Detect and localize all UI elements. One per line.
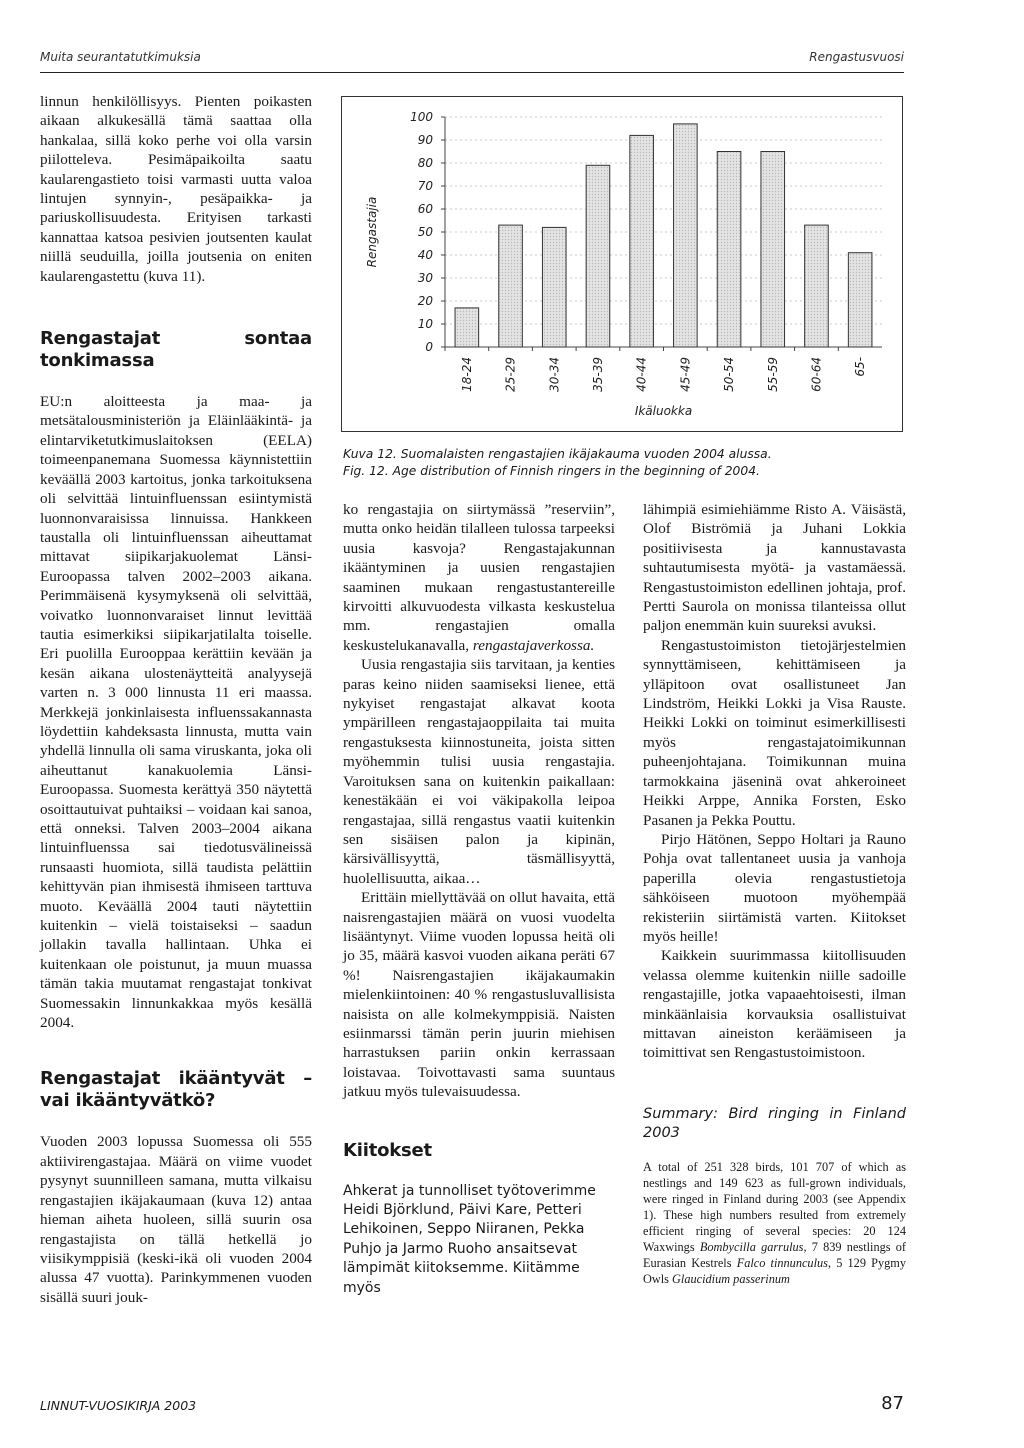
summary-pre: A total of 251 328 birds, 101 707 of which as nestlings and 149 623 as full-grown individuals, were ringed in Finland during 2003 (see Appendix 1). These high numbers resulted from extremely efficient ringing of several species: 20 124 Waxwings — [643, 1159, 906, 1254]
bar-45-49 — [674, 124, 698, 347]
paragraph-tallentaneet: Pirjo Hätönen, Seppo Holtari ja Rauno Pohja ovat tallentaneet uusia ja vanhoja paperilla olevia rengastustietoja sähköiseen muotoon myöhempää rekisteriin siirtämistä varten. Kiitokset myös heille! — [643, 830, 906, 945]
x-tick-label: 18-24 — [459, 357, 474, 392]
paragraph-uusia: Uusia rengastajia siis tarvitaan, ja kenties paras keino niiden saamiseksi lienee, että nykyiset rengastajat alkavat koota ympärilleen rengastajaoppilaita tai muita rengastuksesta kiinnostuneita, joista sitten myöhemmin tulisi uusia rengastajia. Varoituksen sana on kuitenkin paikallaan: kenestäkään ei voi väkipakolla leipoa rengastajaa, sillä rengastus vaatii kuitenkin sen sisäisen palon ja kipinän, kärsivällisyyttä, täsmällisyyttä, huolellisuutta, aikaa… — [343, 656, 615, 887]
bar-60-64 — [805, 225, 829, 347]
paragraph-tietojarjestelmat: Rengastustoimiston tietojärjestelmien synnyttämiseen, kehittämiseen ja ylläpitoon ovat osallistuneet Jan Lindström, Heikki Lokki ja Visa Rauste. Heikki Lokki on toiminut esimerkillisesti myös rengastajatoimikunnan puheenjohtajana. Toimikunnan muina tarmokkaina jäseninä ovat ahkeroineet Heikki Arppe, Annika Forsten, Esko Pasanen ja Pekka Pouttu. — [643, 636, 906, 829]
running-header-left: Muita seurantatutkimuksia — [40, 50, 201, 64]
bar-35-39 — [586, 165, 610, 347]
x-tick-label: 35-39 — [590, 357, 605, 392]
paragraph-naisrengastajat: Erittäin miellyttävää on ollut havaita, että naisrengastajien määrä on vuosi vuodelta lisääntynyt. Viime vuoden lopussa heitä oli jo 35, määrä kasvoi vuoden aikana peräti 67 %! Naisrengastajien ikäjakaumakin mielenkiintoinen: 40 % rengastusluvallisista naisista on alle kolmekymppisiä. Naisten esiinmarssi tämän perin juurin miehisen harrastuksen pariin onkin kerrassaan loistavaa. Toivottavasti sama suuntaus jatkuu myös tulevaisuudessa. — [343, 889, 615, 1101]
summary-title: Summary: Bird ringing in Finland 2003 — [643, 1105, 906, 1141]
age-distribution-chart — [341, 96, 903, 432]
caption-en-text: Age distribution of Finnish ringers in the beginning of 2004. — [392, 464, 760, 478]
section-heading-sontaa: Rengastajat sontaa tonkimassa — [40, 328, 312, 372]
paragraph-kiitollisuus: Kaikkein suurimmassa kiitollisuuden velassa olemme kuitenkin niille sadoille rengastajille, jotka vapaaehtoisesti, ilman minkäänlaisia korvauksia osallistuivat mittavan aineiston keräämiseen ja toimittivat sen Rengastustoimistoon. — [643, 947, 906, 1062]
bar-30-34 — [542, 227, 566, 347]
intro-paragraph: linnun henkilöllisyys. Pienten poikasten aikaan alkukesällä tämä saattaa olla hankalaa, sillä koko perhe voi olla varsin piilotteleva. Pesimäpaikoilta saatu kaularengastieto toisi varmasti uutta valoa lintujen synnyin-, pesäpaikka- ja pariuskollisuudesta. Erityisen tarkasti kannattaa katsoa pesivien joutsenten kaulat niillä seuduilla, joilla joutsenia on eniten kaularengastettu (kuva 11). — [40, 93, 312, 285]
y-tick-label: 60 — [417, 202, 433, 216]
column-2 — [343, 500, 615, 1298]
caption-en-label: Fig. 12. — [343, 464, 389, 478]
y-tick-label: 20 — [417, 294, 433, 308]
bar-18-24 — [455, 308, 479, 347]
rengastajaverkko-italic: rengastajaverkossa. — [472, 636, 595, 654]
species-pygmy-owl: Glaucidium passerinum — [672, 1271, 790, 1286]
section-heading-kiitokset: Kiitokset — [343, 1139, 432, 1161]
figure-caption — [343, 446, 813, 480]
bar-50-54 — [717, 152, 741, 348]
header-rule — [40, 72, 904, 73]
y-tick-label: 40 — [417, 248, 433, 262]
paragraph-kiitokset: Ahkerat ja tunnolliset työtoverimme Heidi Björklund, Päivi Kare, Petteri Lehikoinen, Seppo Niiranen, Pekka Puhjo ja Jarmo Ruoho ansaitsevat lämpimät kiitoksemme. Kiitämme myös — [343, 1182, 596, 1296]
bar-40-44 — [630, 135, 654, 347]
bar-65- — [848, 253, 872, 347]
x-tick-label: 55-59 — [765, 357, 780, 392]
page-number: 87 — [881, 1393, 904, 1414]
running-header-right: Rengastusvuosi — [809, 50, 904, 64]
y-tick-label: 70 — [417, 179, 433, 193]
y-tick-label: 10 — [417, 317, 433, 331]
x-tick-label: 50-54 — [722, 357, 737, 392]
column-1 — [40, 92, 312, 1307]
x-tick-label: 60-64 — [809, 357, 824, 392]
species-waxwing: Bombycilla garrulus — [699, 1239, 804, 1254]
y-tick-label: 90 — [417, 133, 433, 147]
x-tick-label: 40-44 — [634, 357, 649, 392]
y-tick-label: 100 — [410, 110, 433, 124]
summary-mid1: , 7 839 nestlings of Eurasian Kestrels — [643, 1239, 906, 1270]
bar-25-29 — [499, 225, 523, 347]
x-axis-title: Ikäluokka — [634, 404, 693, 418]
x-tick-label: 25-29 — [503, 357, 518, 392]
x-tick-label: 45-49 — [678, 357, 693, 392]
summary-text — [643, 1159, 906, 1287]
y-tick-label: 50 — [417, 225, 433, 239]
y-tick-label: 30 — [417, 271, 433, 285]
y-tick-label: 0 — [425, 340, 433, 354]
paragraph-reserviin — [343, 500, 615, 655]
caption-fi — [343, 446, 813, 463]
x-tick-label: 65- — [853, 357, 868, 377]
column-3 — [643, 500, 906, 1287]
reserviin-text: ko rengastajia on siirtymässä ”reserviin”, mutta onko heidän tilalleen tulossa tarpeeksi uusia kasvoja? Rengastajakunnan ikääntyminen ja uusien rengastajien saaminen mukaan rengastustantereille kirvoitti alkuvuodesta vilkasta keskustelua mm. rengastajien omalla keskustelukanavalla, — [343, 501, 615, 654]
bar-55-59 — [761, 152, 785, 348]
y-tick-label: 80 — [417, 156, 433, 170]
section-heading-ikaantyvat: Rengastajat ikääntyvät – vai ikääntyvätkö? — [40, 1068, 312, 1112]
species-kestrel: Falco tinnunculus — [736, 1255, 828, 1270]
chart-svg — [342, 97, 902, 431]
summary-mid2: , 5 129 Pygmy Owls — [643, 1255, 906, 1286]
caption-en — [343, 463, 813, 480]
paragraph-esimiehet: lähimpiä esimiehiämme Risto A. Väisästä, Olof Biströmiä ja Juhani Lokkia positiivisesta ja kannustavasta suhtautumisesta myötä- ja vastamäessä. Rengastustoimiston edellinen johtaja, prof. Pertti Saurola on monissa tilanteissa ollut paljon enemmän kuin suureksi avuksi. — [643, 501, 906, 635]
footer-publication: LINNUT-VUOSIKIRJA 2003 — [40, 1398, 197, 1413]
caption-fi-text: Suomalaisten rengastajien ikäjakauma vuoden 2004 alussa. — [400, 447, 772, 461]
paragraph-influenssa: EU:n aloitteesta ja maa- ja metsätalousministeriön ja Eläinlääkintä- ja elintarviketutkimuslaitoksen (EELA) toimeenpanemana Suomessa käynnistettiin keväällä 2003 kartoitus, jonka tarkoituksena oli selvittää lintuinfluenssan esiintymistä luonnonvaraisissa linnuissa. Hankkeen taustalla oli lintuinfluenssan aiheuttamat mittavat siipikarjakuolemat Länsi-Euroopassa talven 2002–2003 aikana. Perimmäisenä kysymyksenä oli selvittää, voivatko luonnonvaraiset linnut levittää tautia esimerkiksi siipikarjatilalta toiselle. Eri puolilla Eurooppaa kerättiin kevään ja kesän aikana ulostenäytteitä analyysejä varten n. 3 000 linnusta 11 eri maassa. Merkkejä jonkinlaisesta influenssakannasta löydettiin kahdeksasta linnusta, mutta vain yhdellä linnulla oli sama viruskanta, joka oli aiheuttanut kanakuolemia Länsi-Euroopassa. Suomesta kerättyä 350 näytettä osoittautuivat puhtaiksi – voidaan kai sanoa, että onneksi. Talven 2003–2004 aikana lintuinfluenssa sai tiedotusvälineissä runsaasti huomiota, sillä taudista pelättiin kehittyvän pian ihmisestä ihmiseen tarttuva muoto. Keväällä 2004 tauti näytettiin kuitenkin – vielä toistaiseksi – saadun jollakin tavalla hallintaan. Uhka ei kuitenkaan ole poistunut, ja muun muassa tämän takia muutamat rengastajat tonkivat Suomessakin linnunkakkaa myös kesällä 2004. — [40, 393, 312, 1032]
paragraph-rengastajat: Vuoden 2003 lopussa Suomessa oli 555 aktiivirengastajaa. Määrä on viime vuodet pysynyt suunnilleen samana, mutta vilkaisu rengastajien ikäjakaumaan (kuva 12) antaa hieman aiheta huoleen, sillä suurin osa rengastajista on tällä hetkellä jo viisikymppisiä (keski-ikä oli vuoden 2004 alussa 47 vuotta). Parinkymmenen vuoden sisällä suuri jouk- — [40, 1133, 312, 1306]
y-axis-title: Rengastajia — [365, 196, 379, 268]
x-tick-label: 30-34 — [547, 357, 562, 392]
caption-fi-label: Kuva 12. — [343, 447, 397, 461]
